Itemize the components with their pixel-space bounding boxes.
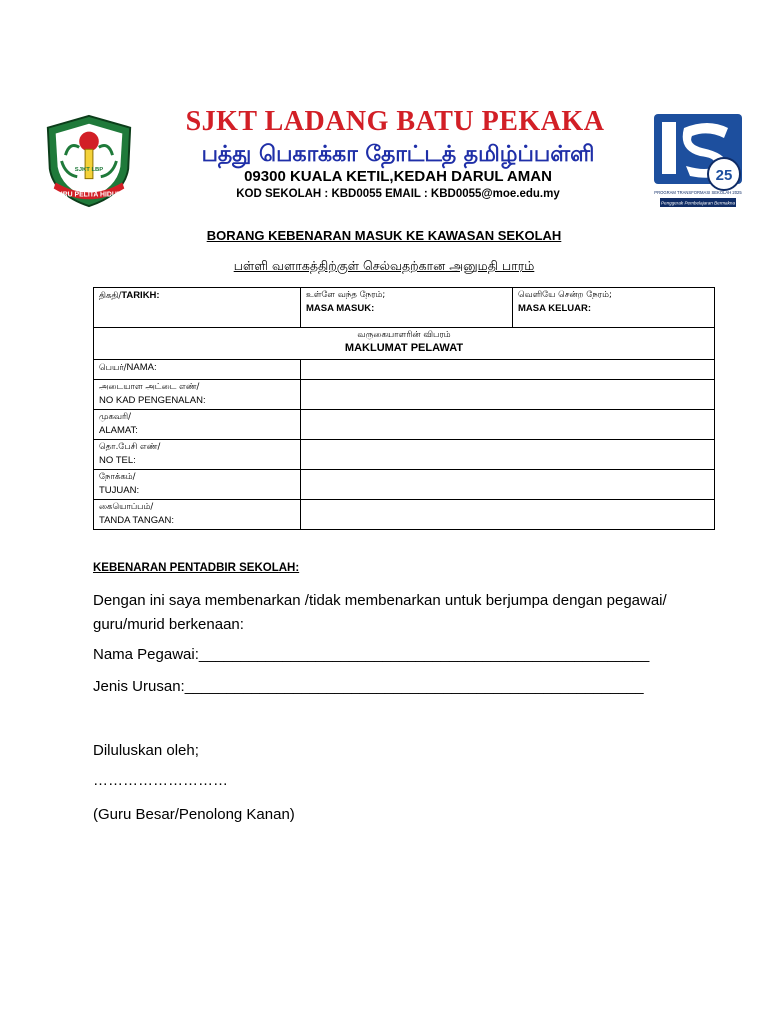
purpose-label-cell <box>94 470 301 500</box>
programme-caption: PROGRAM TRANSFORMASI SEKOLAH 2025 <box>654 190 742 195</box>
visitor-info-heading-row <box>94 328 715 360</box>
date-time-row <box>94 288 715 328</box>
visitor-info-heading-label: MAKLUMAT PELAWAT <box>344 342 464 354</box>
ic-number-label-cell <box>94 380 301 410</box>
row-label-tamil: கையொப்பம்/ <box>99 502 154 512</box>
row-label: TUJUAN: <box>99 485 140 496</box>
crest-motto: LIRU PELITA HIDUP <box>56 191 122 199</box>
school-code-email: KOD SEKOLAH : KBD0055 EMAIL : KBD0055@moe.edu.my <box>236 188 560 200</box>
address-label-cell <box>94 410 301 440</box>
table-row <box>94 500 715 530</box>
table-row <box>94 470 715 500</box>
date-label-tamil: திகதி/ <box>99 291 122 301</box>
approval-heading: KEBENARAN PENTADBIR SEKOLAH: <box>93 562 300 574</box>
form-title-tamil: பள்ளி வளாகத்திற்குள் செல்வதற்கான அனுமதி பாரம் <box>233 258 535 273</box>
school-name-tamil: பத்து பெகாக்கா தோட்டத் தமிழ்ப்பள்ளி <box>201 142 595 167</box>
row-label: ALAMAT: <box>99 425 138 436</box>
row-label: NO KAD PENGENALAN: <box>99 395 206 406</box>
signatory-role: (Guru Besar/Penolong Kanan) <box>93 806 295 823</box>
matter-type-line[interactable]: Jenis Urusan:_______________________________________________________ <box>93 678 644 695</box>
date-cell[interactable] <box>94 288 301 328</box>
time-out-cell[interactable] <box>513 288 715 328</box>
time-in-label-tamil: உள்ளே வந்த நேரம்; <box>306 290 386 300</box>
row-label-tamil: தொ.பேசி எண்/ <box>99 442 161 452</box>
name-label-cell <box>94 360 301 380</box>
table-row <box>94 410 715 440</box>
programme-tagline: Penggerak Pembelajaran Bermakna <box>660 200 736 206</box>
table-row <box>94 440 715 470</box>
row-label: NAMA: <box>126 362 157 373</box>
ic-number-field[interactable] <box>301 380 715 410</box>
row-label: TANDA TANGAN: <box>99 515 174 526</box>
time-out-label-tamil: வெளியே சென்ற நேரம்; <box>518 290 612 300</box>
school-address: 09300 KUALA KETIL,KEDAH DARUL AMAN <box>244 168 552 185</box>
row-label-tamil: அடையாள அட்டை எண்/ <box>99 382 200 392</box>
transformation-programme-logo <box>650 110 746 210</box>
purpose-field[interactable] <box>301 470 715 500</box>
time-out-label: MASA KELUAR: <box>518 303 592 314</box>
visitor-form-table <box>93 287 715 530</box>
row-label-tamil: நோக்கம்/ <box>99 472 136 482</box>
phone-field[interactable] <box>301 440 715 470</box>
address-field[interactable] <box>301 410 715 440</box>
visitor-info-heading <box>94 328 715 360</box>
school-crest-logo <box>40 112 138 210</box>
signature-label-cell <box>94 500 301 530</box>
table-row <box>94 360 715 380</box>
signature-field[interactable] <box>301 500 715 530</box>
row-label-tamil: பெயர்/ <box>99 363 127 373</box>
letterhead <box>36 104 748 216</box>
name-field[interactable] <box>301 360 715 380</box>
time-in-cell[interactable] <box>301 288 513 328</box>
table-row <box>94 380 715 410</box>
school-name: SJKT LADANG BATU PEKAKA <box>185 106 605 137</box>
visitor-info-heading-tamil: வருகையாளரின் விபரம் <box>357 330 451 340</box>
phone-label-cell <box>94 440 301 470</box>
approval-statement: Dengan ini saya membenarkan /tidak membenarkan untuk berjumpa dengan pegawai/ guru/murid berkenaan: <box>93 592 667 633</box>
signature-dots[interactable]: ……………………… <box>93 772 228 789</box>
officer-name-line[interactable]: Nama Pegawai:______________________________________________________ <box>93 646 650 663</box>
approved-by-label: Diluluskan oleh; <box>93 742 199 759</box>
crest-top-text: SJKT LBP <box>74 166 104 173</box>
form-title: BORANG KEBENARAN MASUK KE KAWASAN SEKOLAH <box>206 228 562 243</box>
date-label: TARIKH: <box>121 290 160 301</box>
programme-number: 25 <box>715 167 733 184</box>
row-label: NO TEL: <box>99 455 136 466</box>
row-label-tamil: முகவரி/ <box>99 412 131 422</box>
time-in-label: MASA MASUK: <box>306 303 375 314</box>
